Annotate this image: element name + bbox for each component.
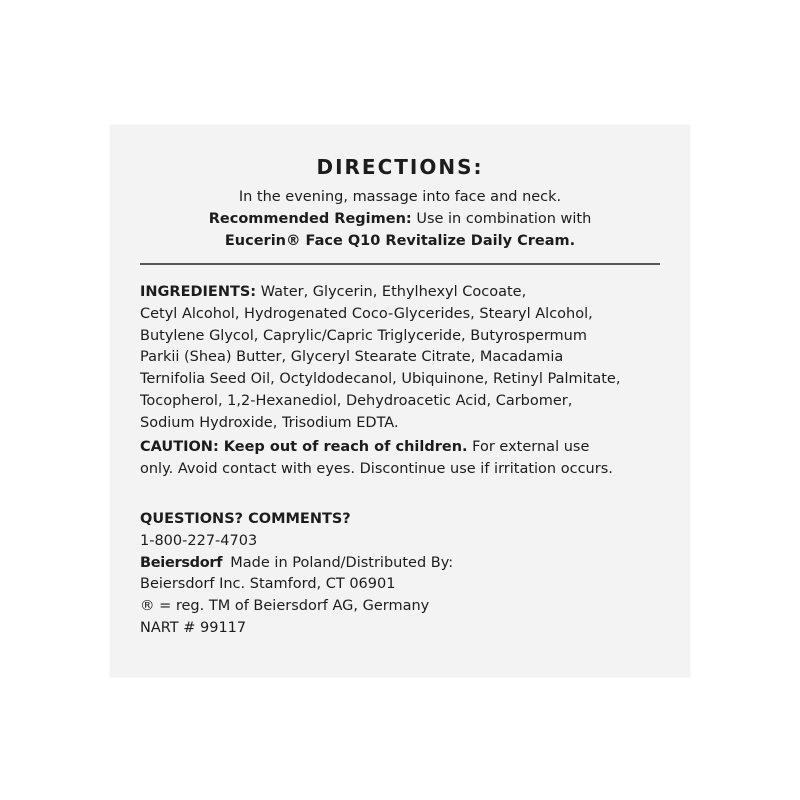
ingredients-line: Butylene Glycol, Caprylic/Capric Triglyceride, Butyrospermum	[140, 327, 587, 344]
ingredients-line: Parkii (Shea) Butter, Glyceryl Stearate Citrate, Macadamia	[140, 349, 564, 366]
trademark-notice: ® = reg. TM of Beiersdorf AG, Germany	[140, 598, 430, 615]
caution-line: only. Avoid contact with eyes. Discontinue use if irritation occurs.	[140, 460, 613, 477]
directions-text: In the evening, massage into face and neck.	[238, 189, 562, 205]
caution-line: CAUTION: Keep out of reach of children. For external use	[140, 439, 590, 455]
nart-number: NART # 99117	[140, 619, 247, 636]
divider	[140, 263, 660, 265]
ingredients-line: Cetyl Alcohol, Hydrogenated Coco-Glycerides, Stearyl Alcohol,	[140, 305, 593, 322]
address: Beiersdorf Inc. Stamford, CT 06901	[140, 576, 396, 593]
phone-number: 1-800-227-4703	[140, 532, 258, 549]
ingredients-line: Tocopherol, 1,2-Hexanediol, Dehydroacetic Acid, Carbomer,	[140, 392, 573, 409]
caution-block	[140, 437, 660, 481]
questions-heading: QUESTIONS? COMMENTS?	[140, 511, 351, 527]
ingredients-line: Ternifolia Seed Oil, Octyldodecanol, Ubiquinone, Retinyl Palmitate,	[140, 371, 621, 388]
regimen-text: Use in combination with	[411, 211, 592, 227]
ingredients-line: Sodium Hydroxide, Trisodium EDTA.	[140, 414, 399, 431]
contact-block	[140, 509, 660, 640]
distribution-line	[140, 553, 660, 575]
made-in-text: Made in Poland/Distributed By:	[230, 554, 454, 571]
beiersdorf-logo: Beiersdorf	[140, 554, 223, 571]
product-name: Eucerin® Face Q10 Revitalize Daily Cream.	[224, 233, 576, 249]
regimen-line	[0, 211, 800, 227]
regimen-label: Recommended Regimen:	[208, 211, 412, 227]
directions-title: DIRECTIONS:	[316, 155, 484, 179]
ingredients-line: INGREDIENTS: Water, Glycerin, Ethylhexyl Cocoate,	[140, 284, 527, 300]
ingredients-label: INGREDIENTS:	[140, 284, 257, 300]
caution-label: CAUTION: Keep out of reach of children.	[140, 439, 468, 455]
ingredients-block	[140, 282, 660, 435]
